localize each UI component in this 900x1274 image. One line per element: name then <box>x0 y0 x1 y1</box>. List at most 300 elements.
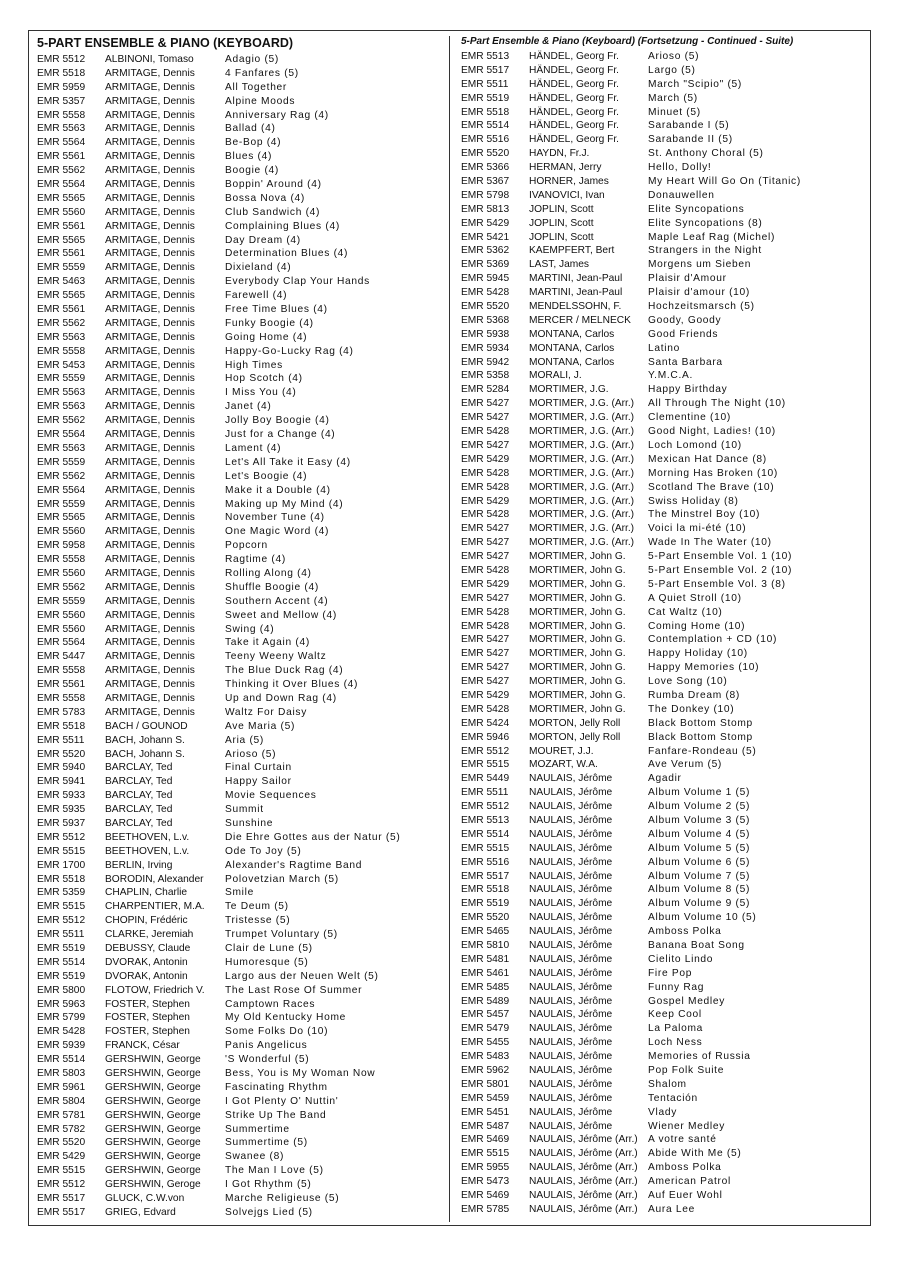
catalog-number: EMR 5511 <box>461 787 509 799</box>
catalog-number: EMR 5479 <box>461 1023 510 1035</box>
catalog-number: EMR 5518 <box>461 884 510 896</box>
piece-title: Waltz For Daisy <box>225 706 308 718</box>
composer-name: FLOTOW, Friedrich V. <box>105 984 205 996</box>
piece-title: Good Night, Ladies! (10) <box>648 426 776 438</box>
catalog-number: EMR 5799 <box>37 1012 86 1024</box>
piece-title: Wiener Medley <box>648 1120 726 1132</box>
catalog-entry <box>461 258 865 272</box>
catalog-number: EMR 5520 <box>37 748 86 760</box>
composer-name: ARMITAGE, Dennis <box>105 179 195 191</box>
composer-name: MOURET, J.J. <box>529 745 594 757</box>
composer-name: ARMITAGE, Dennis <box>105 95 195 107</box>
composer-name: ARMITAGE, Dennis <box>105 665 195 677</box>
catalog-entry <box>461 1120 865 1134</box>
catalog-entry <box>461 467 865 481</box>
composer-name: ARMITAGE, Dennis <box>105 206 195 218</box>
composer-name: JOPLIN, Scott <box>529 217 594 229</box>
catalog-number: EMR 5785 <box>461 1203 510 1215</box>
piece-title: La Paloma <box>648 1023 704 1035</box>
catalog-number: EMR 5461 <box>461 967 510 979</box>
composer-name: ARMITAGE, Dennis <box>105 401 195 413</box>
piece-title: Some Folks Do (10) <box>225 1026 329 1038</box>
composer-name: GERSHWIN, George <box>105 1151 201 1163</box>
catalog-number: EMR 5945 <box>461 273 510 285</box>
catalog-number: EMR 5428 <box>461 426 510 438</box>
catalog-entry <box>37 234 447 248</box>
composer-name: NAULAIS, Jérôme <box>529 801 613 813</box>
catalog-number: EMR 5515 <box>37 901 86 913</box>
catalog-number: EMR 5962 <box>461 1065 510 1077</box>
catalog-number: EMR 1700 <box>37 859 86 871</box>
piece-title: Summit <box>225 804 264 816</box>
composer-name: MOZART, W.A. <box>529 759 598 771</box>
piece-title: Album Volume 2 (5) <box>648 801 751 813</box>
composer-name: NAULAIS, Jérôme <box>529 870 613 882</box>
composer-name: JOPLIN, Scott <box>529 231 594 243</box>
composer-name: GLUCK, C.W.von <box>105 1193 185 1205</box>
catalog-entry <box>37 845 447 859</box>
composer-name: GERSHWIN, George <box>105 1137 201 1149</box>
composer-name: DEBUSSY, Claude <box>105 943 191 954</box>
piece-title: Fanfare-Rondeau (5) <box>648 745 757 757</box>
catalog-number: EMR 5358 <box>461 370 510 382</box>
catalog-number: EMR 5560 <box>37 567 86 579</box>
catalog-entry <box>461 1189 865 1203</box>
composer-name: NAULAIS, Jérôme <box>529 787 613 799</box>
catalog-entry <box>37 414 447 428</box>
catalog-entry <box>37 136 447 150</box>
piece-title: Strangers in the Night <box>648 245 762 257</box>
composer-name: ARMITAGE, Dennis <box>105 554 195 566</box>
catalog-number: EMR 5469 <box>461 1134 510 1146</box>
catalog-number: EMR 5518 <box>461 106 510 118</box>
composer-name: NAULAIS, Jérôme <box>529 912 613 924</box>
composer-name: NAULAIS, Jérôme (Arr.) <box>529 1176 638 1188</box>
catalog-number: EMR 5961 <box>37 1081 86 1093</box>
piece-title: Vlady <box>648 1106 677 1118</box>
catalog-number: EMR 5558 <box>37 554 86 566</box>
piece-title: Santa Barbara <box>648 356 723 368</box>
catalog-number: EMR 5935 <box>37 804 86 816</box>
catalog-number: EMR 5515 <box>461 1148 510 1160</box>
catalog-number: EMR 5512 <box>37 915 86 927</box>
catalog-entry <box>37 95 447 109</box>
composer-name: ARMITAGE, Dennis <box>105 651 195 663</box>
catalog-number: EMR 5558 <box>37 665 86 677</box>
piece-title: Goody, Goody <box>648 314 722 326</box>
catalog-entry <box>461 536 865 550</box>
composer-name: NAULAIS, Jérôme <box>529 995 613 1007</box>
composer-name: MONTANA, Carlos <box>529 342 615 354</box>
catalog-number: EMR 5564 <box>37 137 86 149</box>
piece-title: Loch Lomond (10) <box>648 439 742 451</box>
catalog-number: EMR 5517 <box>461 64 510 76</box>
catalog-number: EMR 5959 <box>37 81 86 93</box>
catalog-entry <box>37 1178 447 1192</box>
catalog-number: EMR 5427 <box>461 537 510 549</box>
composer-name: GERSHWIN, George <box>105 1095 201 1107</box>
piece-title: Loch Ness <box>648 1037 703 1049</box>
catalog-entry <box>461 439 865 453</box>
composer-name: MONTANA, Carlos <box>529 356 615 368</box>
catalog-entry <box>37 81 447 95</box>
composer-name: NAULAIS, Jérôme <box>529 967 613 979</box>
catalog-number: EMR 5357 <box>37 95 86 107</box>
catalog-number: EMR 5514 <box>461 120 510 132</box>
composer-name: NAULAIS, Jérôme (Arr.) <box>529 1148 638 1160</box>
catalog-number: EMR 5564 <box>37 484 86 496</box>
catalog-entry <box>37 275 447 289</box>
piece-title: St. Anthony Choral (5) <box>648 148 764 160</box>
catalog-number: EMR 5942 <box>461 356 510 368</box>
catalog-number: EMR 5564 <box>37 429 86 441</box>
composer-name: BACH, Johann S. <box>105 748 185 760</box>
catalog-number: EMR 5512 <box>37 831 86 843</box>
catalog-number: EMR 5559 <box>37 595 86 607</box>
composer-name: NAULAIS, Jérôme <box>529 856 613 868</box>
catalog-entry <box>461 647 865 661</box>
catalog-list-left <box>37 53 447 1220</box>
piece-title: Hello, Dolly! <box>648 162 712 174</box>
composer-name: ARMITAGE, Dennis <box>105 679 195 691</box>
catalog-entry <box>461 772 865 786</box>
piece-title: My Heart Will Go On (Titanic) <box>648 176 801 188</box>
piece-title: Boogie (4) <box>225 165 280 177</box>
catalog-number: EMR 5428 <box>461 620 510 632</box>
catalog-number: EMR 5427 <box>461 439 510 451</box>
composer-name: DVORAK, Antonin <box>105 956 188 968</box>
catalog-entry <box>461 217 865 231</box>
catalog-number: EMR 5559 <box>37 262 86 274</box>
piece-title: Amboss Polka <box>648 1162 722 1174</box>
catalog-entry <box>461 800 865 814</box>
piece-title: Going Home (4) <box>225 331 308 343</box>
catalog-entry <box>461 1092 865 1106</box>
composer-name: ARMITAGE, Dennis <box>105 331 195 343</box>
composer-name: JOPLIN, Scott <box>529 203 594 215</box>
composer-name: CHARPENTIER, M.A. <box>105 901 205 913</box>
composer-name: MORTIMER, J.G. (Arr.) <box>529 481 635 493</box>
composer-name: ARMITAGE, Dennis <box>105 456 195 468</box>
composer-name: ARMITAGE, Dennis <box>105 123 195 135</box>
catalog-entry <box>461 231 865 245</box>
composer-name: GRIEG, Edvard <box>105 1206 176 1218</box>
piece-title: Album Volume 1 (5) <box>648 787 751 799</box>
piece-title: Gospel Medley <box>648 995 726 1007</box>
piece-title: Let's Boogie (4) <box>225 470 308 482</box>
catalog-entry <box>461 175 865 189</box>
catalog-entry <box>37 178 447 192</box>
piece-title: Smile <box>225 887 254 899</box>
composer-name: MORTIMER, J.G. (Arr.) <box>529 426 635 438</box>
catalog-entry <box>37 428 447 442</box>
piece-title: Thinking it Over Blues (4) <box>225 679 359 691</box>
composer-name: ARMITAGE, Dennis <box>105 442 195 454</box>
piece-title: The Blue Duck Rag (4) <box>225 665 344 677</box>
catalog-entry <box>37 803 447 817</box>
composer-name: NAULAIS, Jérôme <box>529 884 613 896</box>
catalog-entry <box>461 620 865 634</box>
piece-title: Free Time Blues (4) <box>225 304 328 316</box>
piece-title: Swiss Holiday (8) <box>648 495 739 507</box>
composer-name: LAST, James <box>529 259 590 271</box>
catalog-number: EMR 5804 <box>37 1095 86 1107</box>
catalog-number: EMR 5564 <box>37 179 86 191</box>
catalog-number: EMR 5483 <box>461 1051 510 1063</box>
piece-title: Lament (4) <box>225 442 282 454</box>
composer-name: BARCLAY, Ted <box>105 762 173 774</box>
catalog-number: EMR 5519 <box>461 92 510 104</box>
composer-name: ARMITAGE, Dennis <box>105 637 195 649</box>
catalog-number: EMR 5559 <box>37 498 86 510</box>
catalog-number: EMR 5946 <box>461 731 510 743</box>
catalog-number: EMR 5369 <box>461 259 510 271</box>
piece-title: Making up My Mind (4) <box>225 498 344 510</box>
composer-name: MORTIMER, J.G. (Arr.) <box>529 537 635 549</box>
piece-title: 'S Wonderful (5) <box>225 1054 310 1066</box>
piece-title: Black Bottom Stomp <box>648 717 753 729</box>
catalog-number: EMR 5519 <box>37 943 86 954</box>
piece-title: Maple Leaf Rag (Michel) <box>648 231 776 243</box>
catalog-entry <box>461 828 865 842</box>
catalog-entry <box>37 1136 447 1150</box>
piece-title: Shuffle Boogie (4) <box>225 581 319 593</box>
catalog-entry <box>37 664 447 678</box>
piece-title: Largo (5) <box>648 64 696 76</box>
composer-name: NAULAIS, Jérôme <box>529 1106 613 1118</box>
catalog-entry <box>37 331 447 345</box>
catalog-entry <box>37 1011 447 1025</box>
catalog-number: EMR 5938 <box>461 328 510 340</box>
composer-name: ARMITAGE, Dennis <box>105 415 195 427</box>
piece-title: Dixieland (4) <box>225 262 292 274</box>
catalog-number: EMR 5457 <box>461 1009 510 1021</box>
composer-name: BEETHOVEN, L.v. <box>105 845 190 857</box>
composer-name: NAULAIS, Jérôme <box>529 828 613 840</box>
catalog-entry <box>37 761 447 775</box>
catalog-entry <box>37 956 447 970</box>
piece-title: Mexican Hat Dance (8) <box>648 453 767 465</box>
catalog-entry <box>461 745 865 759</box>
composer-name: MORTIMER, J.G. (Arr.) <box>529 412 635 424</box>
composer-name: HÄNDEL, Georg Fr. <box>529 106 620 118</box>
catalog-entry <box>37 567 447 581</box>
composer-name: BORODIN, Alexander <box>105 873 204 885</box>
catalog-entry <box>461 203 865 217</box>
piece-title: Ode To Joy (5) <box>225 845 302 857</box>
catalog-number: EMR 5428 <box>461 703 510 715</box>
piece-title: Elite Syncopations <box>648 203 745 215</box>
catalog-number: EMR 5934 <box>461 342 510 354</box>
section-heading: 5-PART ENSEMBLE & PIANO (KEYBOARD) <box>37 36 294 50</box>
catalog-entry <box>37 942 447 956</box>
catalog-entry <box>37 581 447 595</box>
composer-name: NAULAIS, Jérôme <box>529 940 613 951</box>
catalog-number: EMR 5429 <box>37 1151 86 1163</box>
catalog-entry <box>461 883 865 897</box>
piece-title: Camptown Races <box>225 998 316 1010</box>
catalog-number: EMR 5459 <box>461 1092 510 1104</box>
catalog-entry <box>37 484 447 498</box>
catalog-number: EMR 5518 <box>37 873 86 885</box>
catalog-number: EMR 5428 <box>461 564 510 576</box>
catalog-entry <box>37 1025 447 1039</box>
composer-name: MORTIMER, John G. <box>529 592 626 604</box>
catalog-entry <box>461 870 865 884</box>
catalog-column-left <box>37 34 447 1220</box>
composer-name: ARMITAGE, Dennis <box>105 484 195 496</box>
catalog-entry <box>37 511 447 525</box>
piece-title: High Times <box>225 359 283 371</box>
piece-title: Farewell (4) <box>225 290 288 302</box>
composer-name: ARMITAGE, Dennis <box>105 595 195 607</box>
piece-title: Hop Scotch (4) <box>225 373 303 385</box>
catalog-entry <box>461 397 865 411</box>
catalog-number: EMR 5559 <box>37 373 86 385</box>
composer-name: ARMITAGE, Dennis <box>105 151 195 163</box>
piece-title: Make it a Double (4) <box>225 484 331 496</box>
piece-title: The Man I Love (5) <box>225 1165 324 1177</box>
catalog-entry <box>461 1008 865 1022</box>
catalog-number: EMR 5558 <box>37 692 86 704</box>
catalog-entry <box>461 495 865 509</box>
catalog-number: EMR 5800 <box>37 984 86 996</box>
piece-title: Funky Boogie (4) <box>225 317 314 329</box>
composer-name: BARCLAY, Ted <box>105 817 173 829</box>
composer-name: NAULAIS, Jérôme <box>529 898 613 910</box>
composer-name: ARMITAGE, Dennis <box>105 234 195 246</box>
composer-name: NAULAIS, Jérôme (Arr.) <box>529 1134 638 1146</box>
catalog-number: EMR 5451 <box>461 1106 510 1118</box>
composer-name: ARMITAGE, Dennis <box>105 623 195 635</box>
catalog-entry <box>37 386 447 400</box>
piece-title: Ave Maria (5) <box>225 720 296 732</box>
catalog-entry <box>461 1147 865 1161</box>
catalog-entry <box>461 1078 865 1092</box>
composer-name: MORTIMER, John G. <box>529 634 626 646</box>
catalog-number: EMR 5427 <box>461 592 510 604</box>
piece-title: Happy Memories (10) <box>648 662 760 674</box>
composer-name: NAULAIS, Jérôme <box>529 1092 613 1104</box>
composer-name: MORTIMER, John G. <box>529 620 626 632</box>
piece-title: Bossa Nova (4) <box>225 192 306 204</box>
catalog-number: EMR 5429 <box>461 689 510 701</box>
piece-title: Sarabande II (5) <box>648 134 733 146</box>
catalog-number: EMR 5514 <box>37 1054 86 1066</box>
catalog-entry <box>37 1095 447 1109</box>
piece-title: Happy Birthday <box>648 384 728 396</box>
composer-name: NAULAIS, Jérôme <box>529 814 613 826</box>
catalog-entry <box>37 609 447 623</box>
piece-title: Te Deum (5) <box>225 901 289 913</box>
catalog-entry <box>461 592 865 606</box>
catalog-entry <box>461 189 865 203</box>
catalog-entry <box>37 247 447 261</box>
catalog-number: EMR 5801 <box>461 1078 510 1090</box>
composer-name: BARCLAY, Ted <box>105 790 173 802</box>
catalog-entry <box>37 873 447 887</box>
composer-name: NAULAIS, Jérôme <box>529 1051 613 1063</box>
catalog-entry <box>37 1039 447 1053</box>
catalog-number: EMR 5561 <box>37 248 86 260</box>
catalog-number: EMR 5517 <box>461 870 510 882</box>
composer-name: BARCLAY, Ted <box>105 804 173 816</box>
catalog-number: EMR 5563 <box>37 387 86 399</box>
catalog-entry <box>37 539 447 553</box>
catalog-number: EMR 5427 <box>461 398 510 410</box>
piece-title: Strike Up The Band <box>225 1109 327 1121</box>
composer-name: ARMITAGE, Dennis <box>105 304 195 316</box>
piece-title: Sunshine <box>225 817 274 829</box>
catalog-number: EMR 5428 <box>461 606 510 618</box>
piece-title: Memories of Russia <box>648 1051 751 1063</box>
catalog-entry <box>461 675 865 689</box>
catalog-number: EMR 5559 <box>37 456 86 468</box>
catalog-number: EMR 5511 <box>37 929 85 941</box>
piece-title: Clementine (10) <box>648 412 731 424</box>
piece-title: Plaisir d'Amour <box>648 273 727 285</box>
piece-title: Complaining Blues (4) <box>225 220 340 232</box>
catalog-number: EMR 5561 <box>37 679 86 691</box>
piece-title: November Tune (4) <box>225 512 325 524</box>
composer-name: ARMITAGE, Dennis <box>105 706 195 718</box>
composer-name: ARMITAGE, Dennis <box>105 373 195 385</box>
catalog-entry <box>461 953 865 967</box>
catalog-entry <box>37 303 447 317</box>
piece-title: Album Volume 3 (5) <box>648 814 751 826</box>
composer-name: ARMITAGE, Dennis <box>105 692 195 704</box>
composer-name: BACH, Johann S. <box>105 734 185 746</box>
catalog-entry <box>461 453 865 467</box>
composer-name: MORTIMER, J.G. (Arr.) <box>529 453 635 465</box>
composer-name: ARMITAGE, Dennis <box>105 317 195 329</box>
catalog-number: EMR 5781 <box>37 1109 86 1121</box>
catalog-entry <box>461 786 865 800</box>
catalog-entry <box>461 508 865 522</box>
catalog-entry <box>461 106 865 120</box>
catalog-number: EMR 5516 <box>461 134 510 146</box>
catalog-number: EMR 5560 <box>37 526 86 538</box>
catalog-number: EMR 5284 <box>461 384 510 396</box>
catalog-number: EMR 5429 <box>461 217 510 229</box>
catalog-entry <box>37 636 447 650</box>
piece-title: Fascinating Rhythm <box>225 1081 328 1093</box>
piece-title: Auf Euer Wohl <box>648 1190 723 1202</box>
composer-name: ARMITAGE, Dennis <box>105 387 195 399</box>
catalog-entry <box>37 1206 447 1220</box>
piece-title: Album Volume 8 (5) <box>648 884 751 896</box>
catalog-column-right <box>461 34 865 1217</box>
composer-name: ARMITAGE, Dennis <box>105 137 195 149</box>
catalog-entry <box>461 481 865 495</box>
piece-title: Fire Pop <box>648 967 693 979</box>
catalog-number: EMR 5487 <box>461 1120 510 1132</box>
catalog-entry <box>461 717 865 731</box>
catalog-number: EMR 5933 <box>37 790 86 802</box>
piece-title: I Got Plenty O' Nuttin' <box>225 1095 339 1107</box>
catalog-number: EMR 5429 <box>461 453 510 465</box>
catalog-entry <box>37 900 447 914</box>
catalog-number: EMR 5367 <box>461 176 510 188</box>
piece-title: The Last Rose Of Summer <box>225 984 363 996</box>
catalog-number: EMR 5558 <box>37 345 86 357</box>
composer-name: HORNER, James <box>529 176 609 188</box>
piece-title: I Miss You (4) <box>225 387 297 399</box>
catalog-entry <box>37 442 447 456</box>
catalog-number: EMR 5937 <box>37 817 86 829</box>
composer-name: MORTIMER, J.G. <box>529 384 609 396</box>
catalog-entry <box>37 720 447 734</box>
